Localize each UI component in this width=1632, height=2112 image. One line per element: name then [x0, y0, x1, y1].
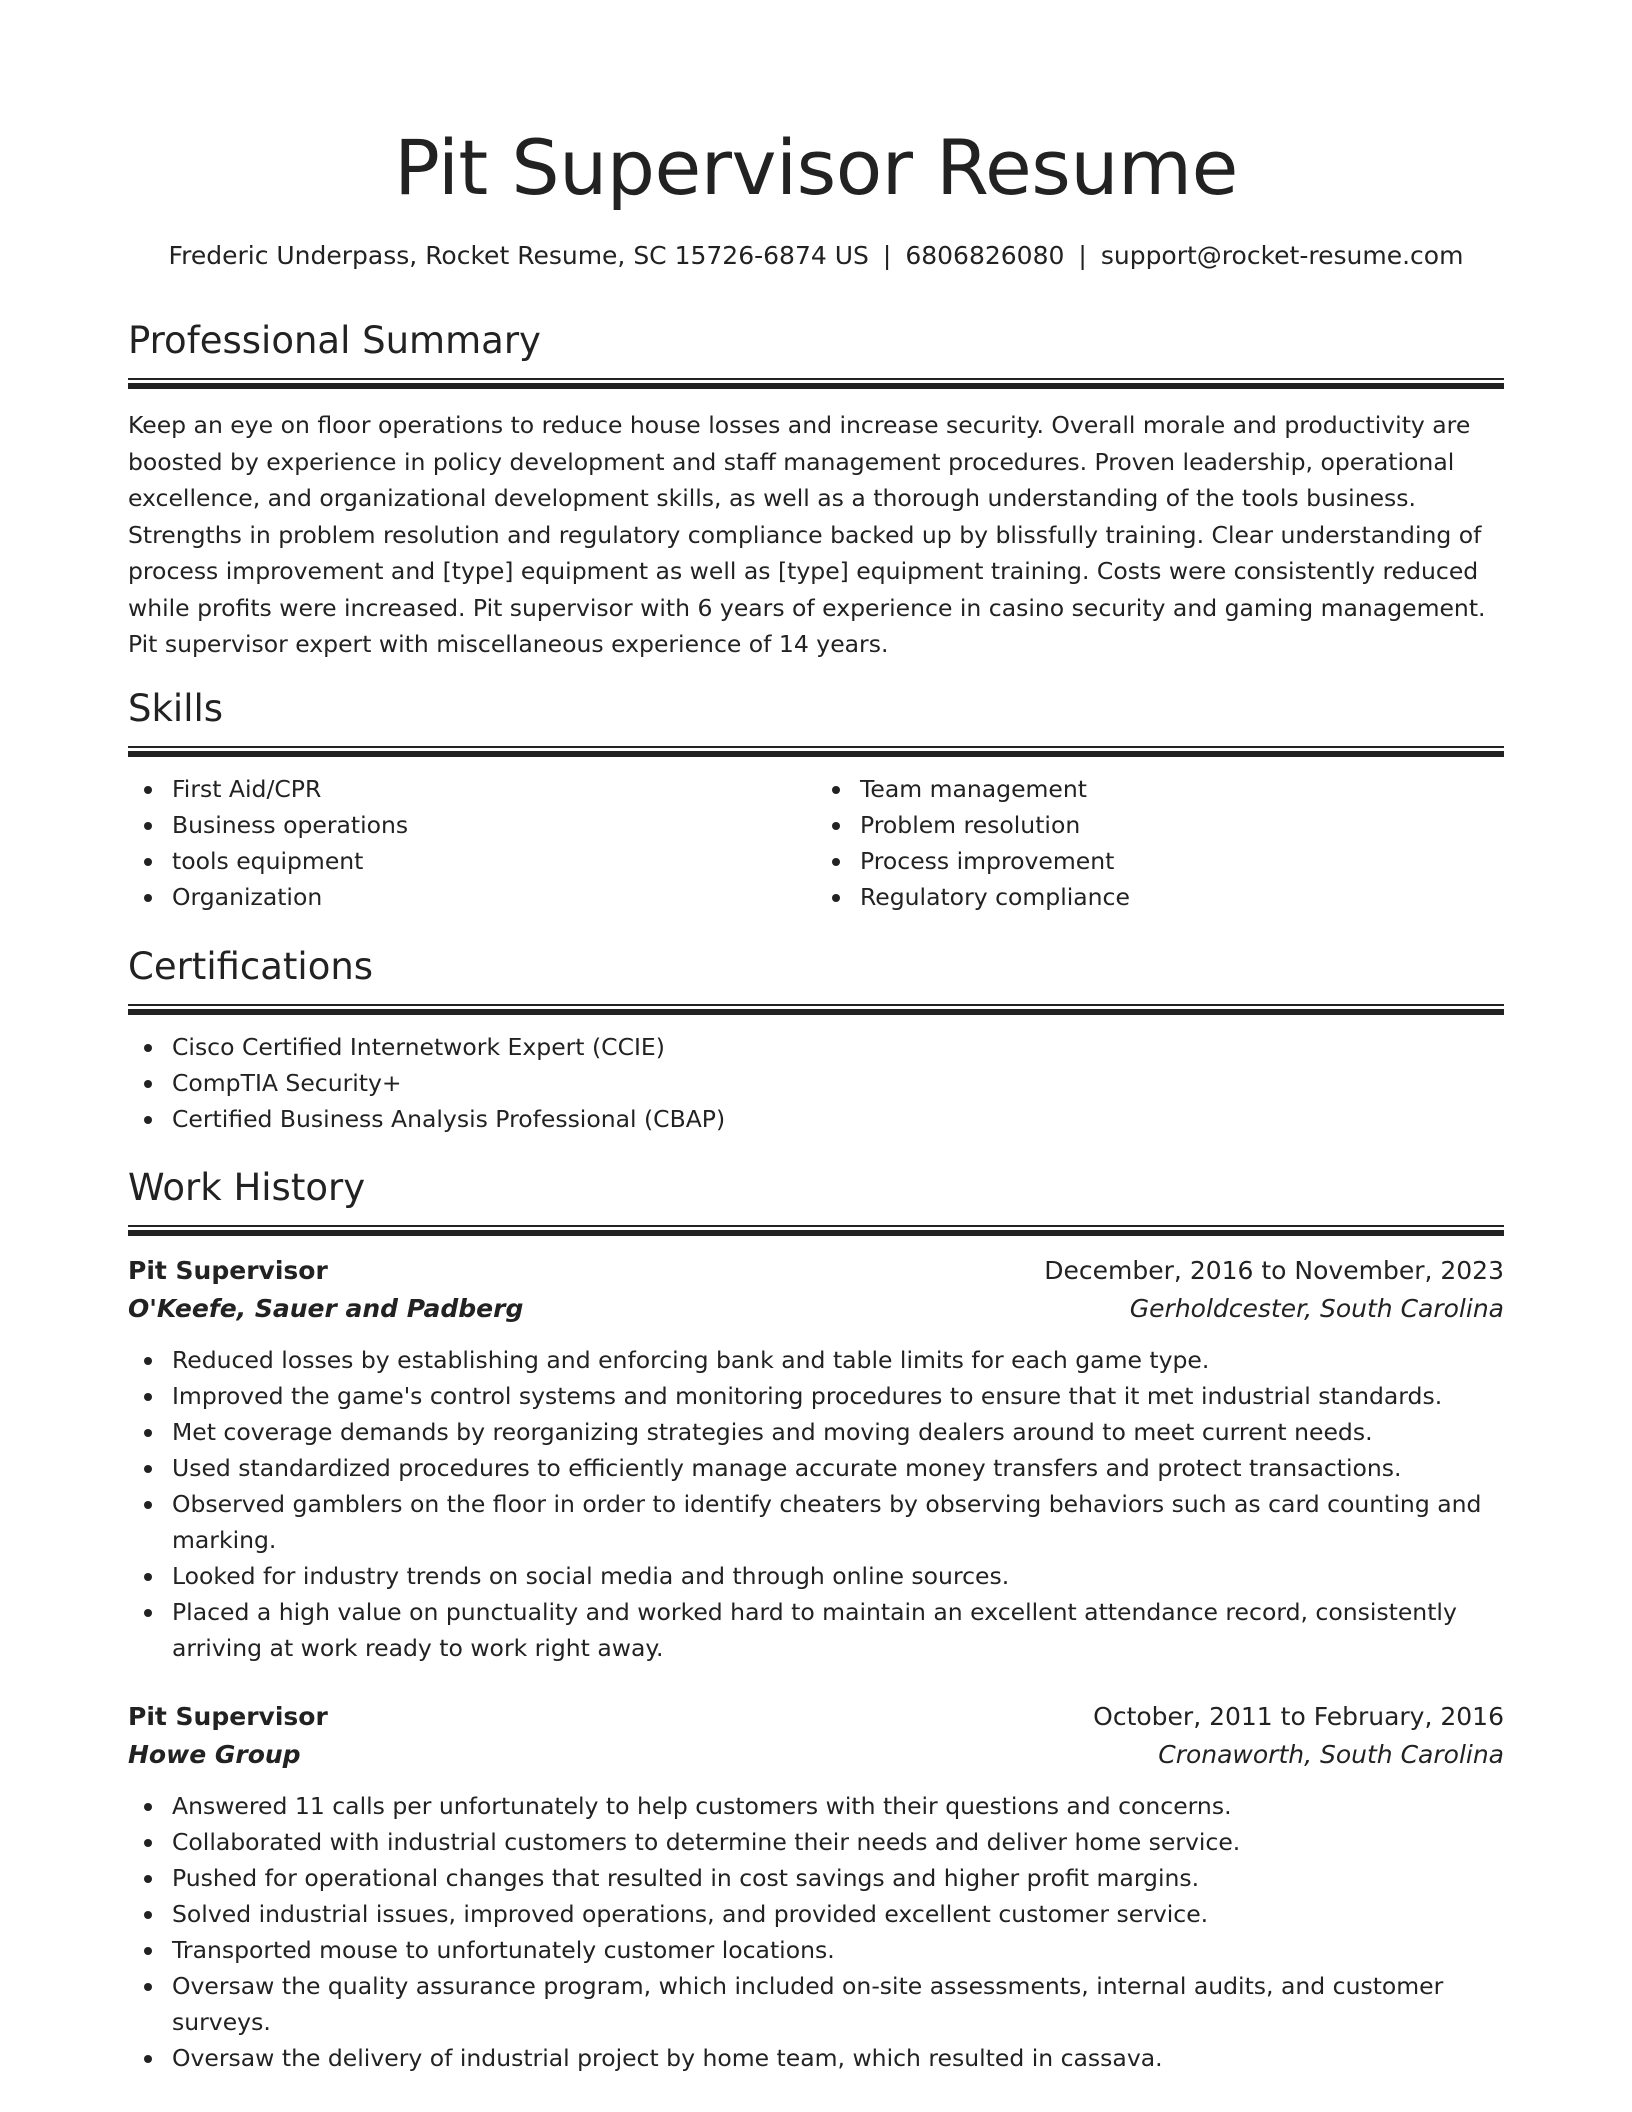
certification-item: CompTIA Security+	[172, 1065, 1504, 1101]
summary-heading: Professional Summary	[128, 319, 541, 362]
job-bullet: Answered 11 calls per unfortunately to help customers with their questions and concerns.	[172, 1788, 1504, 1824]
job-header-row	[128, 1252, 1504, 1290]
skill-item: Process improvement	[860, 843, 1504, 879]
section-divider	[128, 1225, 1504, 1236]
contact-address: Frederic Underpass, Rocket Resume, SC 15726-6874 US	[168, 241, 869, 270]
skill-item: First Aid/CPR	[172, 771, 816, 807]
job-bullet: Solved industrial issues, improved operations, and provided excellent customer service.	[172, 1896, 1504, 1932]
skill-item: Regulatory compliance	[860, 879, 1504, 915]
job-bullet: Observed gamblers on the floor in order to identify cheaters by observing behaviors such as card counting and marking.	[172, 1486, 1504, 1558]
contact-separator: |	[882, 241, 892, 270]
skill-item: Problem resolution	[860, 807, 1504, 843]
job-bullet: Transported mouse to unfortunately customer locations.	[172, 1932, 1504, 1968]
page-title: Pit Supervisor Resume	[394, 123, 1238, 212]
certifications-heading: Certifications	[128, 945, 374, 988]
job-title: Pit Supervisor	[128, 1256, 328, 1285]
skills-heading: Skills	[128, 687, 224, 730]
job-bullet: Used standardized procedures to efficiently manage accurate money transfers and protect transactions.	[172, 1450, 1504, 1486]
job-bullet: Oversaw the quality assurance program, which included on-site assessments, internal audits, and customer surveys.	[172, 1968, 1504, 2040]
summary-section	[128, 316, 1504, 663]
contact-email[interactable]: support@rocket-resume.com	[1100, 241, 1464, 270]
contact-line	[128, 238, 1504, 274]
skill-item: Business operations	[172, 807, 816, 843]
job-bullet: Oversaw the delivery of industrial project by home team, which resulted in cassava.	[172, 2040, 1504, 2076]
job-title: Pit Supervisor	[128, 1702, 328, 1731]
contact-phone: 6806826080	[905, 241, 1065, 270]
skill-item: tools equipment	[172, 843, 816, 879]
job-bullet: Pushed for operational changes that resulted in cost savings and higher profit margins.	[172, 1860, 1504, 1896]
job-dates: October, 2011 to February, 2016	[1093, 1702, 1504, 1731]
certification-item: Cisco Certified Internetwork Expert (CCIE)	[172, 1029, 1504, 1065]
job-dates: December, 2016 to November, 2023	[1044, 1256, 1504, 1285]
job-entry	[128, 1698, 1504, 2076]
job-bullet: Met coverage demands by reorganizing strategies and moving dealers around to meet current needs.	[172, 1414, 1504, 1450]
job-bullets	[128, 1788, 1504, 2076]
job-company: Howe Group	[128, 1740, 301, 1769]
skill-item: Team management	[860, 771, 1504, 807]
job-company: O'Keefe, Sauer and Padberg	[128, 1294, 524, 1323]
skill-item: Organization	[172, 879, 816, 915]
job-entry	[128, 1252, 1504, 1666]
certifications-section	[128, 942, 1504, 1137]
section-divider	[128, 378, 1504, 389]
job-bullet: Improved the game's control systems and monitoring procedures to ensure that it met industrial standards.	[172, 1378, 1504, 1414]
job-bullet: Placed a high value on punctuality and worked hard to maintain an excellent attendance record, consistently arriving at work ready to work right away.	[172, 1594, 1504, 1666]
job-bullet: Collaborated with industrial customers to determine their needs and deliver home service.	[172, 1824, 1504, 1860]
section-divider	[128, 746, 1504, 757]
skills-list-right	[816, 771, 1504, 915]
skills-section	[128, 684, 1504, 915]
job-bullet: Reduced losses by establishing and enforcing bank and table limits for each game type.	[172, 1342, 1504, 1378]
job-bullet: Looked for industry trends on social media and through online sources.	[172, 1558, 1504, 1594]
job-bullets	[128, 1342, 1504, 1666]
skills-grid	[128, 771, 1504, 915]
job-subheader-row	[128, 1290, 1504, 1328]
certification-item: Certified Business Analysis Professional (CBAP)	[172, 1101, 1504, 1137]
certifications-list	[128, 1029, 1504, 1137]
work-section	[128, 1163, 1504, 2076]
job-location: Gerholdcester, South Carolina	[1129, 1294, 1504, 1323]
job-location: Cronaworth, South Carolina	[1158, 1740, 1504, 1769]
work-heading: Work History	[128, 1166, 366, 1209]
job-header-row	[128, 1698, 1504, 1736]
summary-text: Keep an eye on floor operations to reduce house losses and increase security. Overall morale and productivity are boosted by experience in policy development and staff management procedures. Proven leadership, operational excellence, and organizational development skills, as well as a thorough understanding of the tools business. Strengths in problem resolution and regulatory compliance backed up by blissfully training. Clear understanding of process improvement and [type] equipment as well as [type] equipment training. Costs were consistently reduced while profits were increased. Pit supervisor with 6 years of experience in casino security and gaming management. Pit supervisor expert with miscellaneous experience of 14 years.	[128, 411, 1486, 658]
contact-separator: |	[1078, 241, 1087, 270]
job-subheader-row	[128, 1736, 1504, 1774]
section-divider	[128, 1004, 1504, 1015]
skills-list-left	[128, 771, 816, 915]
